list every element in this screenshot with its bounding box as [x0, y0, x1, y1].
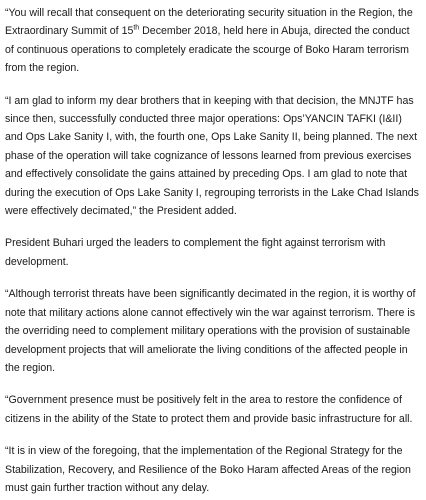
paragraph-buhari-urged: President Buhari urged the leaders to complement the fight against terrorism with development. [5, 237, 386, 268]
ordinal-suffix: th [133, 24, 140, 32]
paragraph-operations: “I am glad to inform my dear brothers that in keeping with that decision, the MNJTF has since then, successfully conducted three major operations: Ops’YANCIN TAFKI (I&II) and Ops Lake Sanity I, with, the fourth one, Ops Lake Sanity II, being planned. The next phase of the operation will take cognizance of lessons learned from previous exercises and effectively consolidate the gains attained by preceding Ops. I am glad to note that during the execution of Ops Lake Sanity I, regrouping terrorists in the Lake Chad Islands were effectively decimated,” the President added. [5, 94, 419, 218]
paragraph-summit [5, 4, 421, 78]
paragraph-development: “Although terrorist threats have been significantly decimated in the region, it is worthy of note that military actions alone cannot effectively win the war against terrorism. There is the overriding need to complement military operations with the provision of sustainable development projects that will ameliorate the living conditions of the affected people in the region. [5, 288, 416, 374]
paragraph-government-presence: “Government presence must be positively felt in the area to restore the confidence of citizens in the ability of the State to protect them and provide basic infrastructure for all. [5, 394, 413, 425]
paragraph-summit-text-end: December 2018, held here in Abuja, directed the conduct of continuous operations to completely eradicate the scourge of Boko Haram terrorism from the region. [5, 25, 410, 75]
paragraph-regional-strategy: “It is in view of the foregoing, that the implementation of the Regional Strategy for the Stabilization, Recovery, and Resilience of the Boko Haram affected Areas of the region must gain further traction without any delay. [5, 445, 411, 494]
paragraph-summit-text-start: “You will recall that consequent on the deteriorating security situation in the Region, the Extraordinary Summit of 15 [5, 7, 413, 38]
